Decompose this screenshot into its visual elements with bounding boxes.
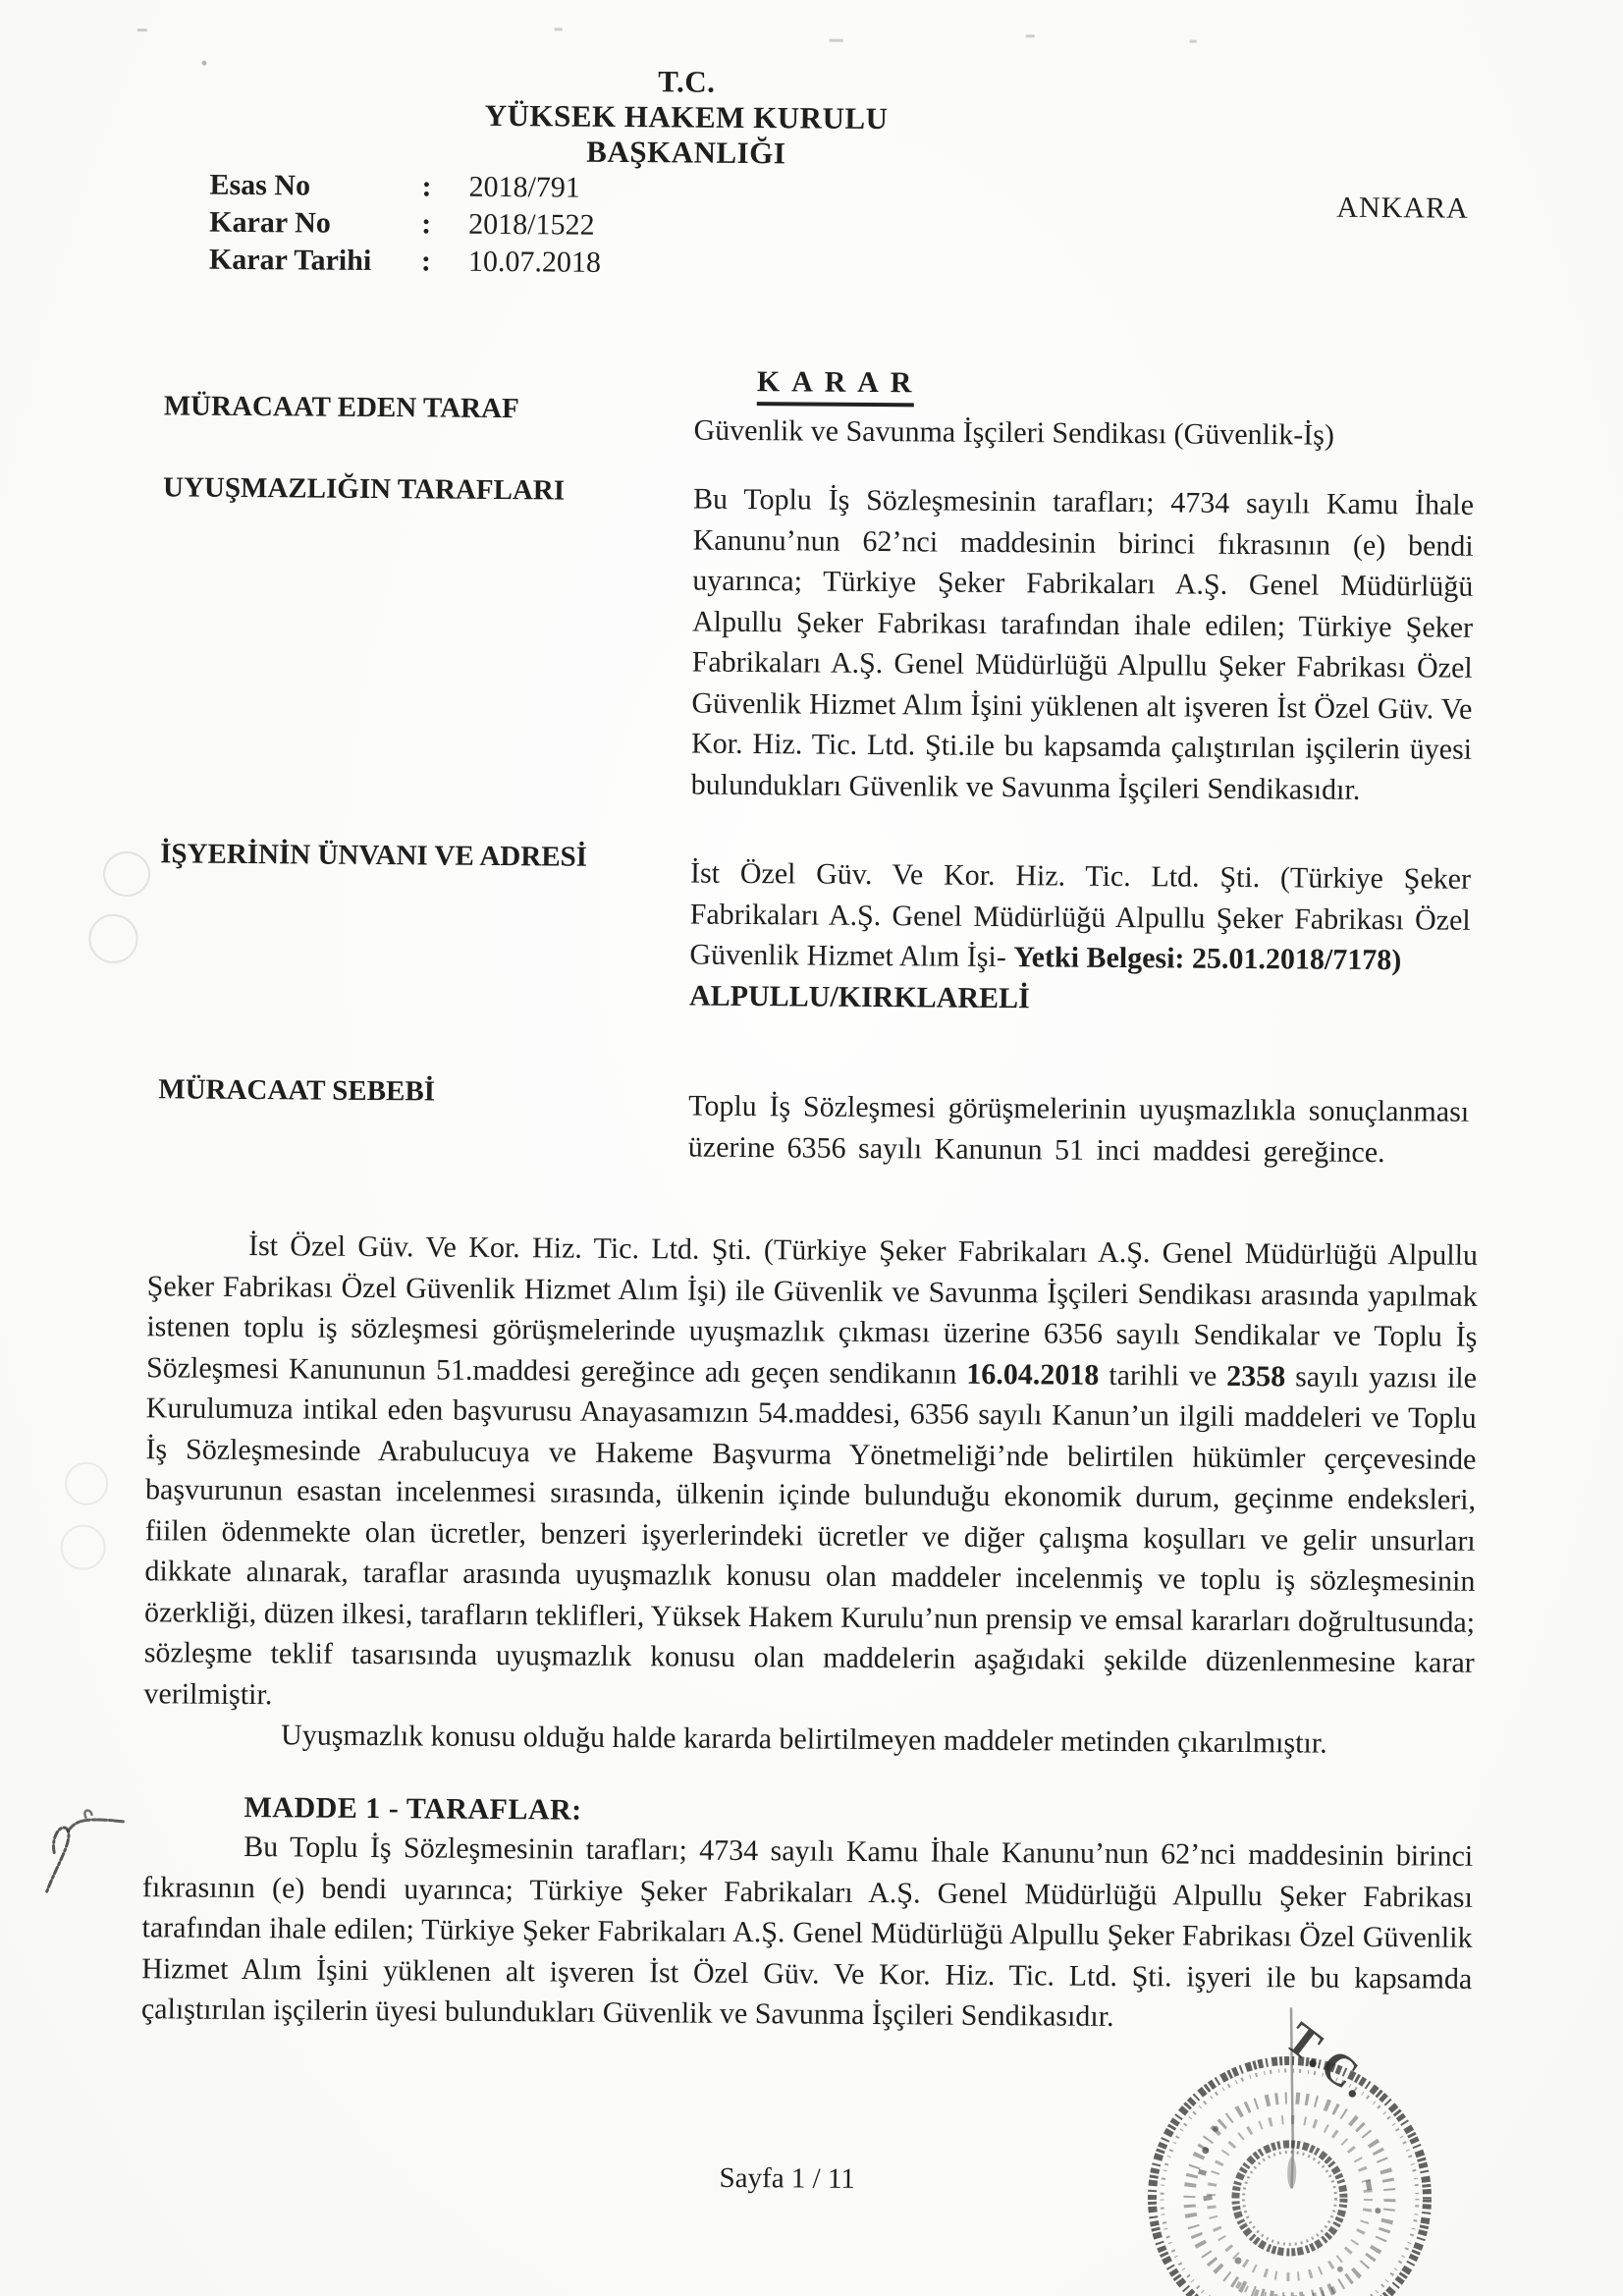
decision-title: K A R A R — [757, 365, 915, 407]
scan-noise — [137, 28, 147, 31]
meta-value: 2018/791 — [468, 170, 580, 204]
section-value-uyusmazligin-taraflari: Bu Toplu İş Sözleşmesinin tarafları; 4734 sayılı Kamu İhale Kanunu’nun 62’nci maddesinin birinci fıkrasının (e) bendi uyarınca; Türkiye Şeker Fabrikaları A.Ş. Genel Müdürlüğü Alpullu Şeker Fabrikası tarafından ihale edilen; Türkiye Şeker Fabrikaları A.Ş. Genel Müdürlüğü Alpullu Şeker Fabrikası Özel Güvenlik Hizmet Alım İşini yüklenen alt işveren İst Özel Güv. Ve Kor. Hiz. Tic. Ltd. Şti.ile bu kapsamda çalıştırılan işçilerin üyesi bulundukları Güvenlik ve Savunma İşçileri Sendikasıdır. — [690, 482, 1475, 806]
scan-noise — [1026, 34, 1035, 37]
meta-label: Karar Tarihi — [208, 243, 372, 277]
meta-value: 2018/1522 — [468, 207, 595, 242]
scan-noise — [830, 39, 843, 42]
meta-row-karar-no — [209, 204, 601, 245]
meta-value: 10.07.2018 — [467, 245, 602, 279]
meta-label: Karar No — [209, 205, 331, 240]
scan-noise — [555, 27, 563, 30]
meta-colon: : — [421, 170, 432, 203]
letterhead-line2: YÜKSEK HAKEM KURULU — [484, 97, 889, 137]
workplace-text: İst Özel Güv. Ve Kor. Hiz. Tic. Ltd. Şti. (Türkiye Şeker Fabrikaları A.Ş. Genel Müdürlüğü Alpullu Şeker Fabrikası Özel Güvenlik Hizmet Alım İşi- — [689, 856, 1472, 974]
punch-hole-mark — [65, 1462, 108, 1505]
section-label-isyerinin-unvani: İŞYERİNİN ÜNVANI VE ADRESİ — [160, 838, 588, 873]
stamp-tc-text: T.C. — [1276, 2012, 1382, 2109]
section-value-muracaat-eden-taraf: Güvenlik ve Savunma İşçileri Sendikası (Güvenlik-İş) — [693, 413, 1335, 452]
removed-articles-note: Uyuşmazlık konusu olduğu halde kararda belirtilmeyen maddeler metinden çıkarılmıştır. — [281, 1719, 1327, 1760]
section-label-uyusmazligin-taraflari: UYUŞMAZLIĞIN TARAFLARI — [162, 471, 566, 507]
meta-row-esas-no — [209, 167, 601, 207]
meta-row-karar-tarihi — [209, 242, 601, 282]
punch-hole-mark — [103, 851, 150, 897]
article1-heading: MADDE 1 - TARAFLAR: — [243, 1791, 582, 1827]
punch-hole-mark — [88, 914, 137, 963]
authorization-certificate: Yetki Belgesi: 25.01.2018/7178) — [1013, 941, 1402, 977]
paragraph-text: İst Özel Güv. Ve Kor. Hiz. Tic. Ltd. Şti. (Türkiye Şeker Fabrikaları A.Ş. Genel Müdürlüğü Alpullu Şeker Fabrikası Özel Güvenlik Hizmet Alım İşi) ile Güvenlik ve Savunma İşçileri Sendikası arasında yapılmak istenen toplu iş sözleşmesi görüşmelerinde uyuşmazlık çıkması üzerine 6356 sayılı Sendikalar ve Toplu İş Sözleşmesi Kanununun 51.maddesi gereğince adı geçen sendikanın — [145, 1230, 1479, 1391]
section-value-muracaat-sebebi: Toplu İş Sözleşmesi görüşmelerinin uyuşmazlıkla sonuçlanması üzerine 6356 sayılı Kanunun 51 inci maddesi gereğince. — [687, 1089, 1470, 1169]
handwritten-initial-mark — [27, 1805, 145, 1919]
letterhead-line1: T.C. — [658, 64, 716, 99]
section-label-muracaat-eden-taraf: MÜRACAAT EDEN TARAF — [163, 390, 519, 425]
application-date: 16.04.2018 — [966, 1357, 1100, 1392]
paragraph-text: sayılı yazısı ile Kurulumuza intikal eden başvurusu Anayasamızın 54.maddesi, 6356 sayılı Kanun’un ilgili maddeleri ve Toplu İş Sözleşmesinde Arabulucuya ve Hakeme Başvurma Yönetmeliği’nde belirtilen hükümler çerçevesinde başvurunun esastan incelenmesi sırasında, ülkenin içinde bulunduğu ekonomik durum, geçinme endeksleri, fiilen ödenmekte olan ücretler, benzeri işyerlerindeki ücretler ve diğer çalışma koşulları ve gelir unsurları dikkate alınarak, taraflar arasında uyuşmazlık konusu olan maddeler incelenmiş ve toplu iş sözleşmesinin özerkliği, düzen ilkesi, tarafların teklifleri, Yüksek Hakem Kurulu’nun prensip ve emsal kararları doğrultusunda; sözleşme teklif tasarısında uyuşmazlık konusu olan maddelerin aşağıdaki şekilde düzenlenmesine karar verilmiştir. — [143, 1359, 1478, 1711]
decision-paragraph — [143, 1225, 1478, 1724]
meta-colon: : — [421, 207, 432, 241]
meta-label: Esas No — [209, 168, 311, 202]
punch-hole-mark — [60, 1525, 105, 1570]
official-stamp-seal — [1144, 2002, 1440, 2296]
article1-text: Bu Toplu İş Sözleşmesinin tarafları; 4734 sayılı Kamu İhale Kanunu’nun 62’nci maddesinin birinci fıkrasının (e) bendi uyarınca; Türkiye Şeker Fabrikaları A.Ş. Genel Müdürlüğü Alpullu Şeker Fabrikası tarafından ihale edilen; Türkiye Şeker Fabrikaları A.Ş. Genel Müdürlüğü Alpullu Şeker Fabrikası Özel Güvenlik Hizmet Alım İşini yüklenen alt işveren İst Özel Güv. Ve Kor. Hiz. Tic. Ltd. Şti. işyeri ile bu kapsamda çalıştırılan işçilerin üyesi bulundukları Güvenlik ve Savunma İşçileri Sendikasıdır. — [140, 1831, 1474, 2033]
letterhead-line3: BAŞKANLIĞI — [586, 134, 786, 171]
section-value-isyerinin-unvani — [689, 853, 1471, 1022]
meta-colon: : — [420, 245, 432, 278]
section-label-muracaat-sebebi: MÜRACAAT SEBEBİ — [158, 1073, 436, 1108]
workplace-location: ALPULLU/KIRKLARELİ — [688, 979, 1030, 1014]
paragraph-text: tarihli ve — [1099, 1358, 1227, 1393]
city-label: ANKARA — [1336, 191, 1469, 225]
letterhead — [0, 59, 1374, 176]
scan-noise — [1190, 40, 1197, 43]
case-meta — [209, 167, 602, 282]
application-number: 2358 — [1226, 1359, 1286, 1393]
page-number: Sayfa 1 / 11 — [719, 2161, 855, 2195]
